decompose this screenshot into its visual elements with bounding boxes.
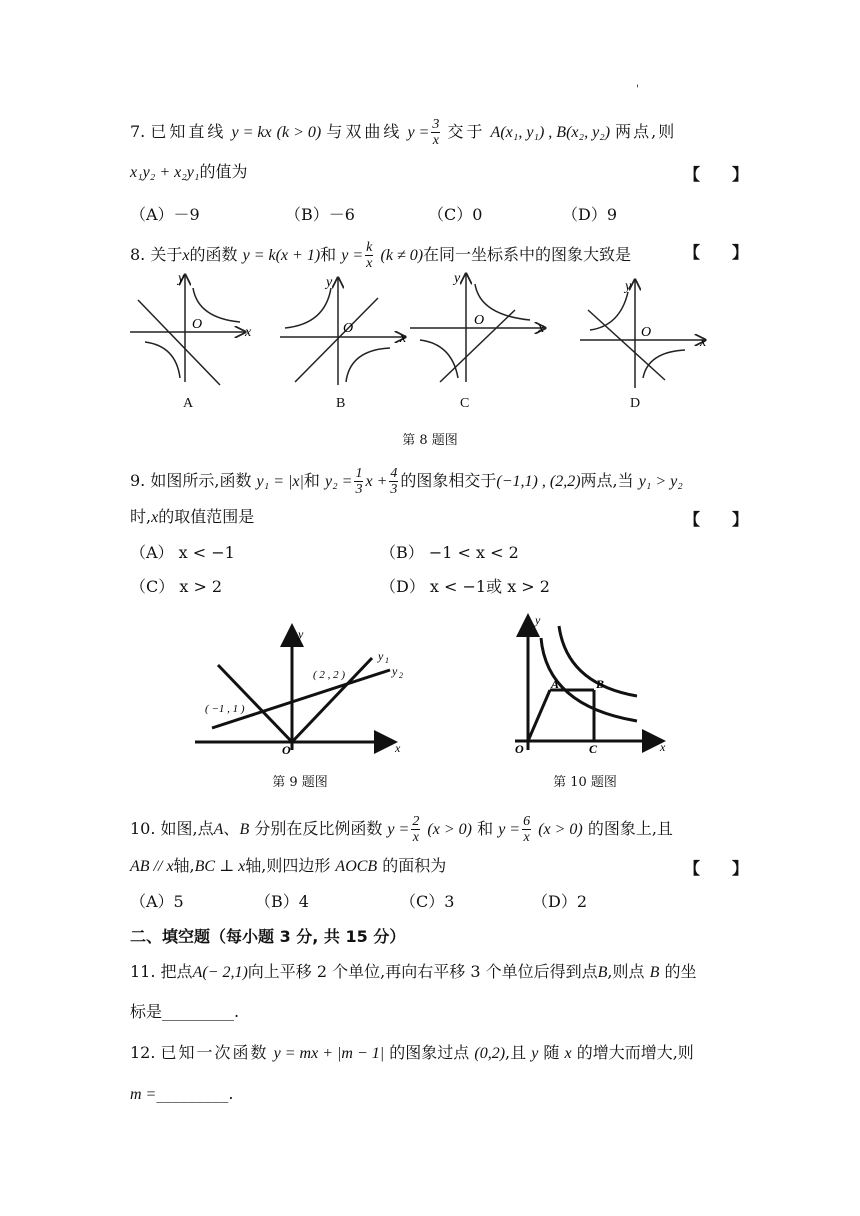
- q7-text: 已知直线: [150, 122, 227, 141]
- q9-fraction-a: [354, 466, 363, 497]
- q9-condition: y₁ > y₂: [638, 473, 683, 490]
- y-axis-label: y: [625, 279, 632, 294]
- q10-option-a: （A）5: [130, 892, 184, 911]
- q10-text: 的图象上,且: [587, 819, 673, 838]
- q11-line1: [130, 962, 696, 983]
- q8-text: 关于: [150, 245, 183, 264]
- frac-denominator: x: [366, 256, 373, 271]
- q7-text: 两点,则: [615, 122, 677, 141]
- q7-option-d: （D）9: [562, 205, 618, 224]
- q12-var-m: m =: [130, 1086, 157, 1103]
- q8-answer-bracket: 【 】: [684, 243, 749, 262]
- q10-condition2: (x > 0): [538, 821, 583, 838]
- origin-label: O: [515, 742, 524, 756]
- q11-number: 11.: [130, 962, 156, 981]
- q9-line1: [130, 466, 683, 497]
- q9-y2-mid: x +: [365, 473, 388, 490]
- origin-label: O: [282, 743, 291, 757]
- q12-text: 随: [543, 1043, 560, 1062]
- q9-answer-bracket: 【 】: [684, 510, 749, 529]
- q9-text: 两点,当: [580, 471, 634, 490]
- q8-label-b: B: [336, 396, 346, 411]
- q10-text: 的面积为: [382, 856, 447, 875]
- q10-function2-lhs: y =: [498, 821, 521, 838]
- q7-option-b: （B）－6: [285, 205, 355, 224]
- q12-text: 的图象过点: [389, 1043, 470, 1062]
- x-axis-label: x: [395, 741, 401, 755]
- origin-label: O: [641, 325, 652, 340]
- q7-line-equation: y = kx: [231, 124, 272, 141]
- q11-answer-blank[interactable]: _________: [162, 1002, 235, 1021]
- frac-denominator: x: [412, 830, 419, 845]
- q7-expression: x₁y₂ + x₂y₁: [130, 164, 200, 181]
- point-label-2-2: ( 2 , 2 ): [313, 669, 346, 681]
- y2-label: y: [392, 664, 398, 678]
- q10-text: 如图,点: [160, 819, 214, 838]
- q10-line1: [130, 814, 673, 845]
- q7-option-a: （A）－9: [130, 205, 200, 224]
- q9-y2-lhs: y₂ =: [325, 473, 353, 490]
- q7-points: A(x₁, y₁) , B(x₂, y₂): [490, 124, 611, 141]
- q7-hyperbola-lhs: y =: [407, 124, 430, 141]
- y1-subscript: 1: [385, 656, 389, 665]
- q11-text: 把点: [160, 962, 193, 981]
- q12-text: 已知一次函数: [160, 1043, 269, 1062]
- q10-text: 轴,: [173, 856, 195, 875]
- q9-figure: [190, 620, 420, 760]
- q11-point-b: B: [649, 964, 660, 981]
- q10-option-c: （C）3: [400, 892, 455, 911]
- q9-text: 的取值范围是: [158, 507, 255, 526]
- q8-graphs: [120, 270, 720, 395]
- tick-mark: ': [636, 84, 639, 95]
- q8-text: 的函数: [189, 245, 238, 264]
- q7-line2: [130, 162, 247, 183]
- q12-function: y = mx + |m − 1|: [273, 1045, 385, 1062]
- q12-text: ,且: [505, 1043, 527, 1062]
- q12-var-x: x: [564, 1045, 572, 1062]
- q11-text: 标是: [130, 1002, 163, 1021]
- q10-caption: 第 10 题图: [553, 775, 617, 790]
- q9-y1: y₁ = |x|: [256, 473, 304, 490]
- q9-option-b: （B） −1 < x < 2: [380, 543, 519, 562]
- section-fill-in-heading: 二、填空题（每小题 3 分, 共 15 分）: [130, 927, 406, 946]
- point-b-label: B: [596, 677, 605, 691]
- q12-line2: [130, 1084, 233, 1105]
- q8-text: 和: [320, 245, 337, 264]
- origin-label: O: [343, 321, 354, 336]
- q7-fraction: [431, 117, 440, 148]
- q8-graph-a: [130, 271, 252, 385]
- y-axis-label: y: [326, 275, 333, 290]
- q8-text: 在同一坐标系中的图象大致是: [423, 245, 632, 264]
- x-axis-label: x: [538, 321, 545, 336]
- q10-figure: [505, 610, 675, 760]
- y-axis-label: y: [178, 271, 185, 286]
- q11-text: 向上平移 2 个单位,再向右平移 3 个单位后得到点: [247, 962, 598, 981]
- q10-option-b: （B）4: [255, 892, 309, 911]
- q10-text: 轴,则四边形: [245, 856, 331, 875]
- q12-text: .: [228, 1084, 234, 1103]
- q10-line2: [130, 856, 446, 877]
- q12-point: (0,2): [474, 1045, 506, 1062]
- frac-numerator: 1: [355, 466, 363, 481]
- q7-line1: [130, 117, 676, 148]
- q8-label-c: C: [460, 396, 470, 411]
- q8-condition: (k ≠ 0): [380, 247, 424, 264]
- q8-caption: 第 8 题图: [402, 433, 458, 448]
- q9-points: (−1,1) , (2,2): [496, 473, 581, 490]
- frac-denominator: x: [523, 830, 530, 845]
- q11-text: ,则点: [607, 962, 645, 981]
- q9-number: 9.: [130, 471, 146, 490]
- q12-line1: [130, 1043, 694, 1064]
- q12-var-y: y: [531, 1045, 539, 1062]
- q10-fraction2: [522, 814, 531, 845]
- q8-function1: y = k(x + 1): [242, 247, 321, 264]
- q8-number: 8.: [130, 245, 146, 264]
- q8-graph-b: [280, 275, 407, 385]
- q12-text: 的增大而增大,则: [576, 1043, 694, 1062]
- q7-answer-bracket: 【 】: [684, 165, 749, 184]
- q8-function2-lhs: y =: [341, 247, 364, 264]
- q9-option-d: （D） x < −1或 x > 2: [380, 577, 550, 596]
- q10-fraction1: [411, 814, 420, 845]
- x-axis-label: x: [400, 331, 407, 346]
- q10-function1-lhs: y =: [387, 821, 410, 838]
- q7-text: 的值为: [199, 162, 248, 181]
- q10-relation1: AB // x: [130, 858, 174, 875]
- q11-text: 的坐: [664, 962, 697, 981]
- q12-number: 12.: [130, 1043, 156, 1062]
- segment-oa: [528, 690, 550, 741]
- q9-line2: [130, 507, 254, 528]
- q8-var: x: [182, 247, 190, 264]
- q7-condition: (k > 0): [276, 124, 322, 141]
- y1-label: y: [378, 649, 384, 663]
- q9-option-c: （C） x > 2: [130, 577, 223, 596]
- y2-line: [212, 670, 390, 728]
- q8-graph-d: [580, 279, 707, 388]
- q9-text: 和: [303, 471, 320, 490]
- q8-graph-c: [410, 271, 545, 382]
- frac-denominator: x: [432, 133, 439, 148]
- q9-caption: 第 9 题图: [272, 775, 328, 790]
- y-axis-label: y: [298, 627, 304, 641]
- q10-text: 和: [477, 819, 494, 838]
- q7-option-c: （C）0: [428, 205, 483, 224]
- x-axis-label: x: [700, 335, 707, 350]
- q7-text: 交于: [447, 122, 486, 141]
- point-c-label: C: [589, 742, 598, 756]
- frac-numerator: 3: [432, 117, 440, 132]
- frac-denominator: 3: [390, 482, 398, 497]
- q11-text: .: [234, 1002, 240, 1021]
- y-axis-label: y: [535, 613, 541, 627]
- q8-line1: [130, 240, 631, 271]
- x-axis-label: x: [245, 325, 252, 340]
- q10-point-b: B: [239, 821, 250, 838]
- q10-number: 10.: [130, 819, 156, 838]
- q9-option-a: （A） x < −1: [130, 543, 235, 562]
- q7-text: 与双曲线: [326, 122, 403, 141]
- q9-text: 的图象相交于: [400, 471, 497, 490]
- q10-answer-bracket: 【 】: [684, 859, 749, 878]
- q10-point-a: A: [213, 821, 224, 838]
- frac-numerator: 6: [523, 814, 531, 829]
- q11-point-a: A(− 2,1): [192, 964, 248, 981]
- frac-denominator: 3: [355, 482, 363, 497]
- q8-label-d: D: [630, 396, 641, 411]
- q11-point-b: B: [597, 964, 608, 981]
- q9-fraction-b: [389, 466, 398, 497]
- q11-line2: [130, 1002, 239, 1022]
- q9-text: 如图所示,函数: [150, 471, 252, 490]
- frac-numerator: 2: [412, 814, 420, 829]
- frac-numerator: k: [366, 240, 373, 255]
- q10-text: 分别在反比例函数: [254, 819, 383, 838]
- y2-subscript: 2: [399, 671, 403, 680]
- q9-text: 时,: [130, 507, 152, 526]
- origin-label: O: [474, 313, 485, 328]
- q8-label-a: A: [183, 396, 194, 411]
- frac-numerator: 4: [390, 466, 398, 481]
- q10-relation2: BC ⊥ x: [194, 858, 246, 875]
- q10-quadrilateral: AOCB: [335, 858, 378, 875]
- point-a-label: A: [551, 677, 560, 691]
- q7-number: 7.: [130, 122, 146, 141]
- x-axis-label: x: [660, 740, 666, 754]
- q8-fraction: [365, 240, 373, 271]
- q12-answer-blank[interactable]: _________: [156, 1084, 229, 1103]
- y-axis-label: y: [454, 271, 461, 286]
- point-label-neg1-1: ( −1 , 1 ): [205, 703, 245, 715]
- origin-label: O: [192, 317, 203, 332]
- q10-condition1: (x > 0): [427, 821, 472, 838]
- q9-var: x: [151, 509, 159, 526]
- q10-text: 、: [223, 819, 240, 838]
- q10-option-d: （D）2: [532, 892, 588, 911]
